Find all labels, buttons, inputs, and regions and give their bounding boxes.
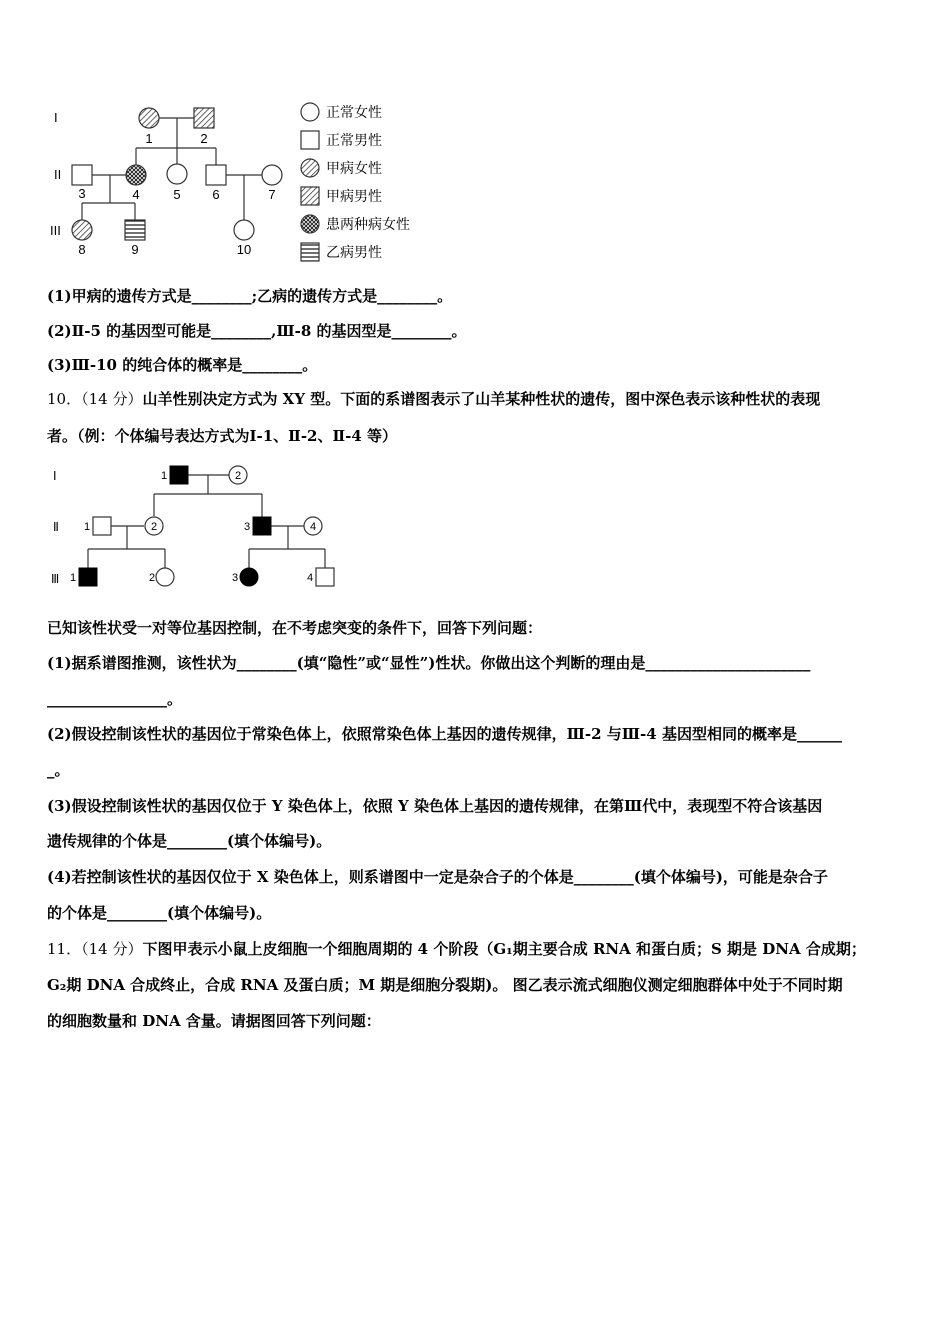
label: 4: [306, 572, 314, 584]
individual-III-8: [72, 220, 92, 240]
q11-number: 11．（14 分）: [47, 940, 143, 958]
q11-stem: 下图甲表示小鼠上皮细胞一个细胞周期的 4 个阶段（G₁期主要合成 RNA 和蛋白质；S 期是 DNA 合成期；: [142, 940, 866, 958]
q10-heading: [47, 388, 907, 410]
gen-label: I: [54, 110, 58, 125]
q10-part2-cont: _。: [47, 761, 70, 779]
legend-label: 正常男性: [326, 132, 382, 148]
individual-I-2: [194, 108, 214, 128]
individual-III-9: [125, 220, 145, 240]
individual-II-5: [167, 164, 187, 184]
gen-labels-1: [50, 110, 61, 238]
label: 2: [200, 131, 208, 146]
label: 8: [78, 242, 86, 257]
q10-intro: 已知该性状受一对等位基因控制，在不考虑突变的条件下，回答下列问题：: [47, 619, 543, 637]
legend-label: 甲病男性: [326, 188, 382, 204]
q11-heading: [47, 938, 907, 960]
q10-stem-2: 者。（例：个体编号表达方式为Ⅰ-1、Ⅱ-2、Ⅱ-4 等）: [47, 427, 398, 445]
label: 1: [83, 521, 91, 533]
individual-II-7: [262, 165, 282, 185]
label: 7: [268, 187, 276, 202]
label: 3: [243, 521, 251, 533]
label: 5: [173, 187, 181, 202]
legend-symbol: [301, 243, 319, 261]
pedigree-diagram-1: [40, 96, 460, 266]
q9-part1: (1)甲病的遗传方式是________;乙病的遗传方式是________。: [47, 287, 453, 305]
q10-part4: (4)若控制该性状的基因仅位于 X 染色体上，则系谱图中一定是杂合子的个体是________(填个体编号)，可能是杂合子: [47, 868, 828, 886]
gen-label: Ⅰ: [53, 469, 57, 483]
q10-number: 10．（14 分）: [47, 390, 143, 408]
gen-label: II: [54, 167, 62, 182]
individual-III-2: [156, 568, 174, 586]
q10-stem: 山羊性别决定方式为 XY 型。下面的系谱图表示了山羊某种性状的遗传，图中深色表示该种性状的表现: [142, 390, 821, 408]
individual-I-1: [170, 466, 188, 484]
label: 1: [160, 470, 168, 482]
label: 2: [234, 470, 242, 482]
individual-II-1: [93, 517, 111, 535]
legend-label: 乙病男性: [326, 244, 382, 260]
label: 6: [212, 187, 220, 202]
legend-symbol: [301, 131, 319, 149]
legend-1: [301, 103, 410, 261]
label: 2: [148, 572, 156, 584]
individual-II-4: [126, 165, 146, 185]
legend-label: 甲病女性: [326, 160, 382, 176]
gen-labels-2: [51, 469, 59, 586]
individual-III-3: [240, 568, 258, 586]
individual-III-4: [316, 568, 334, 586]
label: 4: [132, 187, 140, 202]
gen-label: III: [50, 223, 61, 238]
individual-II-3: [253, 517, 271, 535]
legend-symbol: [301, 103, 319, 121]
legend-label: 正常女性: [326, 104, 382, 120]
pedigree-diagram-2: [40, 458, 360, 598]
q10-part1-cont: ________________。: [47, 690, 183, 708]
label: 1: [145, 131, 153, 146]
legend-symbol: [301, 215, 319, 233]
label: 9: [131, 242, 139, 257]
label: 3: [78, 186, 86, 201]
gen-label: Ⅲ: [51, 572, 60, 586]
legend-label: 患两种病女性: [326, 216, 410, 232]
q11-stem-3: 的细胞数量和 DNA 含量。请据图回答下列问题：: [47, 1012, 381, 1030]
q9-part3: (3)Ⅲ-10 的纯合体的概率是________。: [47, 356, 318, 374]
q10-part2: (2)假设控制该性状的基因位于常染色体上，依照常染色体上基因的遗传规律，Ⅲ-2 与Ⅲ-4 基因型相同的概率是______: [47, 725, 842, 743]
individual-II-3: [72, 165, 92, 185]
legend-symbol: [301, 187, 319, 205]
individual-II-6: [206, 165, 226, 185]
label: 2: [150, 521, 158, 533]
q10-part3-cont: 遗传规律的个体是________(填个体编号)。: [47, 832, 332, 850]
q9-part2: (2)Ⅱ-5 的基因型可能是________,Ⅲ-8 的基因型是________。: [47, 322, 467, 340]
individual-III-1: [79, 568, 97, 586]
q10-part3: (3)假设控制该性状的基因仅位于 Y 染色体上，依照 Y 染色体上基因的遗传规律，在第Ⅲ代中，表现型不符合该基因: [47, 797, 823, 815]
label: 10: [236, 242, 252, 257]
q11-stem-2: G₂期 DNA 合成终止，合成 RNA 及蛋白质；M 期是细胞分裂期)。 图乙表示流式细胞仪测定细胞群体中处于不同时期: [47, 976, 843, 994]
individual-III-10: [234, 220, 254, 240]
label: 4: [309, 521, 317, 533]
gen-label: Ⅱ: [53, 520, 59, 534]
individual-I-1: [139, 108, 159, 128]
label: 3: [231, 572, 239, 584]
q10-part4-cont: 的个体是________(填个体编号)。: [47, 904, 272, 922]
q10-part1: (1)据系谱图推测，该性状为________(填“隐性”或“显性”)性状。你做出这个判断的理由是______________________: [47, 654, 811, 672]
label: 1: [69, 572, 77, 584]
legend-symbol: [301, 159, 319, 177]
